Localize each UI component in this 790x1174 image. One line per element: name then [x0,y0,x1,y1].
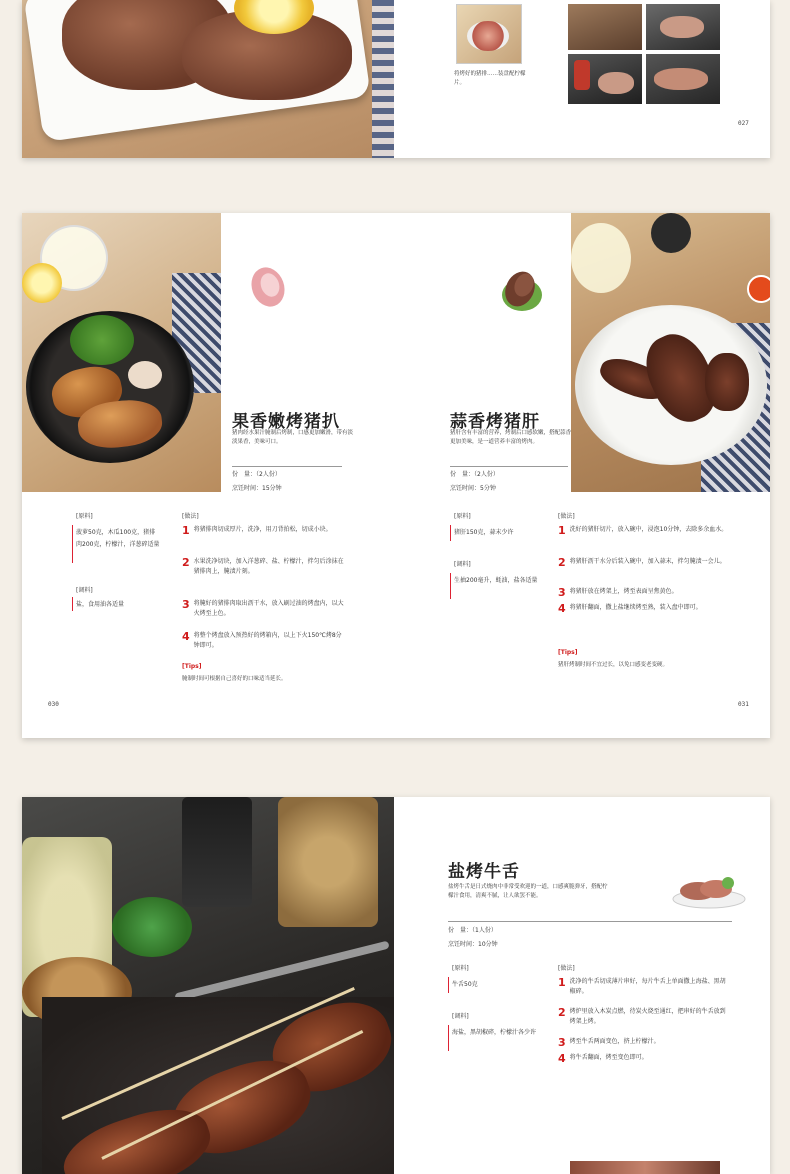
cooking-step-photo-4 [646,54,720,104]
seasoning-marker [72,597,73,611]
cook-time: 烹饪时间：5分钟 [450,485,496,492]
cooking-step-photo-3 [568,54,642,104]
method-step: 2 烤炉里放入木炭点燃，待炭火烧至通红，把串好的牛舌放到烤架上烤。 [558,1006,726,1025]
ingredients-label: [原料] [452,965,469,972]
cook-time: 烹饪时间：10分钟 [448,941,498,948]
pork-liver-icon [498,263,544,317]
method-step: 3 将腌好的猪排肉取出沥干水，放入刷过油的烤盘内，以大火烤至上色。 [182,598,344,617]
method-label: [做法] [558,513,575,520]
method-step: 4 将猪肝翻面，撒上盐继续烤至熟，装入盘中即可。 [558,602,702,615]
recipe-title: 盐烤牛舌 [448,862,520,882]
recipe-intro: 猪肉经水果汁腌制后烤制，口感更加嫩滑，带有淡淡果香，美味可口。 [232,430,354,445]
seasoning-text: 盐，食用油各适量 [76,601,125,608]
tips-label: [Tips] [182,663,202,670]
plate-thumbnail-photo [456,4,522,64]
book-spread-bottom [22,797,770,1174]
ingredients-text: 菠萝50克，木瓜100克，猪排肉200克，柠檬汁，洋葱碎适量 [76,529,160,548]
page-number: 030 [48,701,59,708]
ingredients-text: 猪肝150克，蒜末少许 [454,529,514,536]
recipe-title: 果香嫩烤猪扒 [232,412,340,432]
seasoning-text: 生抽200毫升，蚝油，盐各适量 [454,577,538,584]
ingredients-label: [原料] [454,513,471,520]
ingredients-label: [原料] [76,513,93,520]
book-spread-middle [22,213,770,738]
page-number: 031 [738,701,749,708]
method-label: [做法] [558,965,575,972]
ingredients-marker [450,525,451,541]
tips-text: 猪肝烤制时间不宜过长，以免口感变老变硬。 [558,662,669,668]
method-label: [做法] [182,513,199,520]
cooking-step-photo-1 [568,4,642,50]
method-step: 2 将猪肝沥干水分后装入碗中，加入蒜末，拌匀腌渍一会儿。 [558,556,726,569]
recipe-title: 蒜香烤猪肝 [450,412,540,432]
seasoning-label: [调料] [76,587,93,594]
portion-size: 份 量：（2人份） [450,471,499,478]
tips-text: 腌制时间可根据自己喜好的口味适当延长。 [182,676,287,682]
beef-tongue-dish-icon [670,869,748,911]
raw-pork-icon [248,265,288,309]
page-number: 027 [738,120,749,127]
method-step: 2 水果洗净切块，加入洋葱碎、盐、柠檬汁，拌匀后涂抹在猪排肉上，腌渍片刻。 [182,556,344,575]
ingredients-text: 牛舌50克 [452,981,478,988]
seasoning-marker [448,1025,449,1051]
seasoning-label: [调料] [452,1013,469,1020]
grilled-pork-photo [22,0,394,158]
bottom-preview-strip [570,1161,720,1174]
cook-time: 烹饪时间：15分钟 [232,485,282,492]
method-step: 1 洗好的猪肝切片，放入碗中，浸泡10分钟，去除多余血水。 [558,524,728,537]
seasoning-marker [450,573,451,599]
ingredients-marker [72,525,73,563]
seasoning-text: 海盐，黑胡椒碎，柠檬汁各少许 [452,1029,537,1036]
pork-chop-skillet-photo [22,213,221,492]
tips-label: [Tips] [558,649,578,656]
method-step: 1 洗净的牛舌切成薄片串好，每片牛舌上单面撒上海盐、黑胡椒碎。 [558,976,726,995]
divider [450,466,568,467]
portion-size: 份 量：（2人份） [232,471,281,478]
book-spread-top [22,0,770,158]
method-step: 3 将猪肝放在烤架上，烤至表面呈焦黄色。 [558,586,678,599]
ingredients-marker [448,977,449,993]
method-step: 4 将牛舌翻面，烤至变色即可。 [558,1052,648,1065]
recipe-intro: 猪肝含有丰富的营养，烤制后口感软嫩，搭配蒜香更加美味，是一道营养丰富的烤肉。 [450,430,572,445]
portion-size: 份 量：（1人份） [448,927,497,934]
method-step: 4 将整个烤盘放入预热好的烤箱内，以上下火150℃烤8分钟即可。 [182,630,342,649]
photo-caption: 将烤好的猪排……装盘配柠檬片。 [454,71,526,86]
cooking-step-photo-2 [646,4,720,50]
divider [232,466,342,467]
beef-tongue-skewers-photo [22,797,394,1174]
recipe-intro: 盐烤牛舌是日式烧肉中非常受欢迎的一道，口感爽脆弹牙，搭配柠檬汁食用，清爽不腻，让人欲罢不能。 [448,884,608,899]
pork-liver-plate-photo [571,213,770,492]
divider [448,921,732,922]
method-step: 1 将猪排肉切成厚片，洗净，用刀背拍松，切成小块。 [182,524,332,537]
seasoning-label: [调料] [454,561,471,568]
method-step: 3 烤至牛舌两面变色，挤上柠檬汁。 [558,1036,660,1049]
